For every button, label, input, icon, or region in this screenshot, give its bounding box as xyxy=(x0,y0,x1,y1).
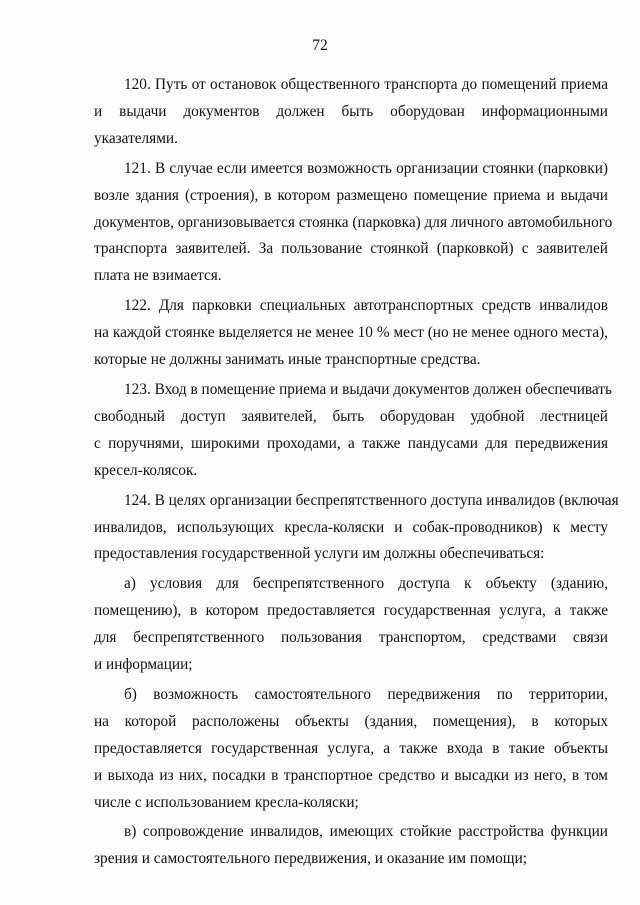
paragraph-120 xyxy=(94,72,608,153)
text-line: помещению), в котором предоставляется государственная услуга, а также xyxy=(94,602,608,620)
paragraph-121 xyxy=(94,156,613,291)
paragraph-122 xyxy=(94,293,608,374)
text-line: б) возможность самостоятельного передвижения по территории, xyxy=(124,685,608,703)
text-line: 120. Путь от остановок общественного транспорта до помещений приема xyxy=(124,76,608,93)
page-number: 72 xyxy=(312,37,328,54)
text-line: инвалидов, использующих кресла-коляски и собак-проводников) к месту xyxy=(94,518,608,536)
text-line: транспорта заявителей. За пользование стоянкой (парковкой) с заявителей xyxy=(94,240,608,258)
text-line: 124. В целях организации беспрепятственного доступа инвалидов (включая xyxy=(124,491,619,509)
text-line: с поручнями, широкими проходами, а также пандусами для передвижения xyxy=(94,434,608,452)
text-line: на которой расположены объекты (здания, помещения), в которых xyxy=(94,712,608,730)
document-body xyxy=(94,72,619,873)
paragraph-124-c xyxy=(94,819,608,873)
paragraph-124-b xyxy=(94,682,608,817)
text-line: и выхода из них, посадки в транспортное средство и высадки из него, в том xyxy=(94,766,608,784)
text-line: предоставления государственной услуги им должны обеспечиваться: xyxy=(94,545,545,563)
text-line: и выдачи документов должен быть оборудован информационными xyxy=(94,102,608,120)
text-line: которые не должны занимать иные транспортные средства. xyxy=(94,351,481,369)
text-line: числе с использованием кресла-коляски; xyxy=(94,793,359,811)
text-line: кресел-колясок. xyxy=(94,461,198,479)
text-line: для беспрепятственного пользования транспортом, средствами связи xyxy=(94,629,608,647)
text-line: возле здания (строения), в котором размещено помещение приема и выдачи xyxy=(94,186,608,204)
text-line: предоставляется государственная услуга, а также входа в такие объекты xyxy=(94,739,608,757)
text-line: в) сопровождение инвалидов, имеющих стойкие расстройства функции xyxy=(124,823,608,841)
text-line: зрения и самостоятельного передвижения, и оказание им помощи; xyxy=(94,850,528,868)
paragraph-124-a xyxy=(94,571,608,679)
text-line: а) условия для беспрепятственного доступа к объекту (зданию, xyxy=(124,575,608,593)
text-line: на каждой стоянке выделяется не менее 10 % мест (но не менее одного места), xyxy=(94,324,608,342)
text-line: плата не взимается. xyxy=(94,267,222,285)
text-line: 123. Вход в помещение приема и выдачи документов должен обеспечивать xyxy=(124,380,612,398)
text-line: 121. В случае если имеется возможность организации стоянки (парковки) xyxy=(124,159,608,177)
paragraph-123 xyxy=(94,377,612,485)
paragraph-124 xyxy=(94,488,619,569)
text-line: свободный доступ заявителей, быть оборудован удобной лестницей xyxy=(94,407,608,425)
text-line: и информации; xyxy=(94,656,193,674)
text-line: указателями. xyxy=(94,129,178,147)
text-line: документов, организовывается стоянка (парковка) для личного автомобильного xyxy=(94,213,613,231)
text-line: 122. Для парковки специальных автотранспортных средств инвалидов xyxy=(124,297,608,315)
